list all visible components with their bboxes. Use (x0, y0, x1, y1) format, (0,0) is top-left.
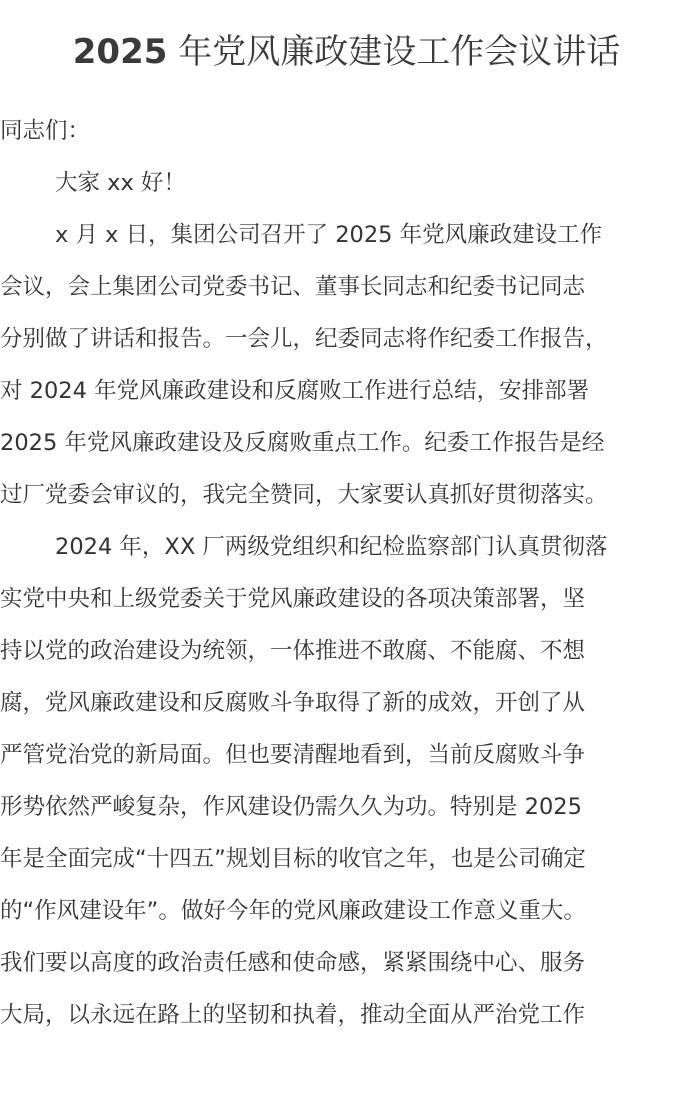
paragraph-line: 的“作风建设年”。做好今年的党风廉政建设工作意义重大。 (0, 898, 586, 924)
paragraph-line: 2025 年党风廉政建设及反腐败重点工作。纪委工作报告是经 (0, 430, 605, 456)
title-year: 2025 (72, 32, 168, 72)
greeting-line: 大家 xx 好！ (55, 170, 186, 196)
paragraph-line: 过厂党委会审议的，我完全赞同，大家要认真抓好贯彻落实。 (0, 482, 608, 508)
paragraph-line: 我们要以高度的政治责任感和使命感，紧紧围绕中心、服务 (0, 950, 586, 976)
paragraph-line: 持以党的政治建设为统领，一体推进不敢腐、不能腐、不想 (0, 638, 586, 664)
paragraph-line: 年是全面完成“十四五”规划目标的收官之年，也是公司确定 (0, 846, 586, 872)
paragraph-line: 严管党治党的新局面。但也要清醒地看到，当前反腐败斗争 (0, 742, 586, 768)
paragraph-line: 对 2024 年党风廉政建设和反腐败工作进行总结，安排部署 (0, 378, 590, 404)
paragraph-line: 分别做了讲话和报告。一会儿，纪委同志将作纪委工作报告， (0, 326, 608, 352)
paragraph-line: 腐，党风廉政建设和反腐败斗争取得了新的成效，开创了从 (0, 690, 586, 716)
paragraph-line: 实党中央和上级党委关于党风廉政建设的各项决策部署，坚 (0, 586, 586, 612)
paragraph-line: 形势依然严峻复杂，作风建设仍需久久为功。特别是 2025 (0, 794, 582, 820)
paragraph-line: 大局，以永远在路上的坚韧和执着，推动全面从严治党工作 (0, 1002, 586, 1028)
paragraph-line: 2024 年，XX 厂两级党组织和纪检监察部门认真贯彻落 (55, 534, 608, 560)
paragraph-line: x 月 x 日，集团公司召开了 2025 年党风廉政建设工作 (55, 222, 603, 248)
title-text: 年党风廉政建设工作会议讲话 (167, 32, 621, 72)
document-title (0, 28, 693, 76)
paragraph-line: 会议，会上集团公司党委书记、董事长同志和纪委书记同志 (0, 274, 586, 300)
salutation-line: 同志们： (0, 118, 91, 144)
